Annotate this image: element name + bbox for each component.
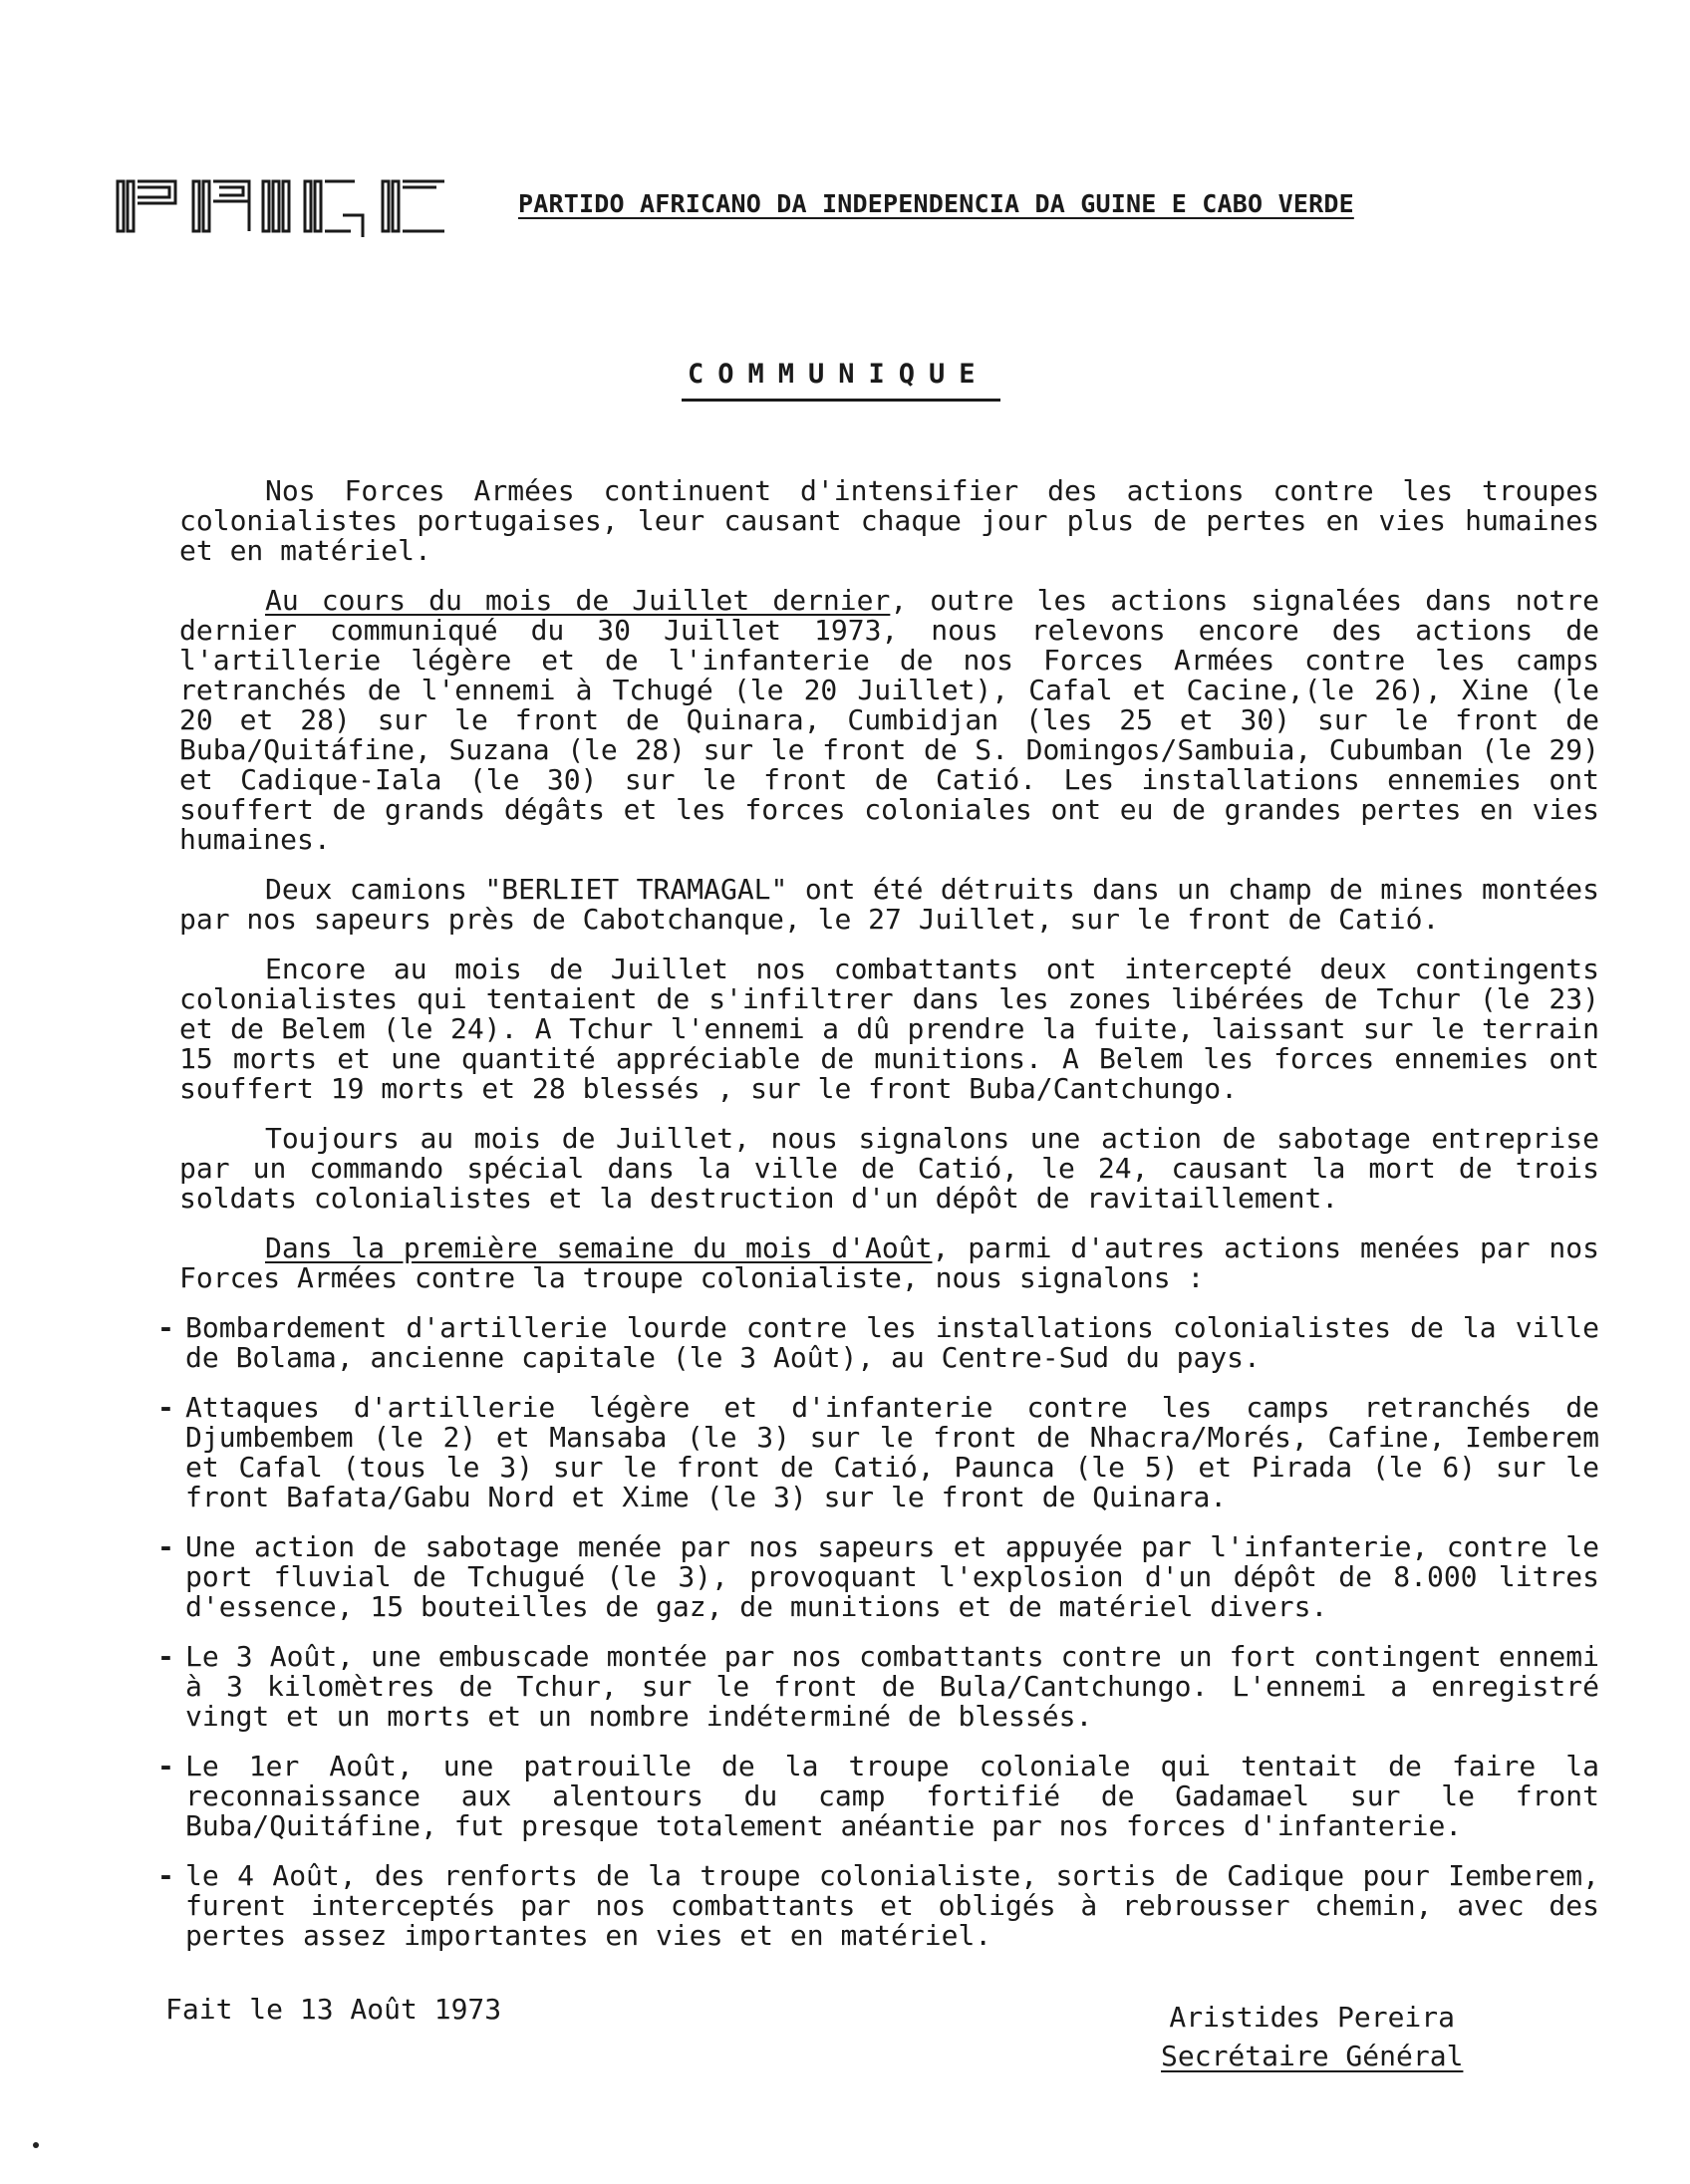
communique-body (157, 474, 1599, 1971)
list-item-text: Bombardement d'artillerie lourde contre les installations colonialistes de la ville de Bolama, ancienne capitale (le 3 Août), au Centre-Sud du pays. (185, 1311, 1599, 1374)
list-item-text: Une action de sabotage menée par nos sapeurs et appuyée par l'infanterie, contre le port fluvial de Tchugué (le 3), provoquant l'explosion d'un dépôt de 8.000 litres d'essence, 15 bouteilles de gaz, de munitions et de matériel divers. (185, 1530, 1599, 1623)
list-item-text: Le 3 Août, une embuscade montée par nos combattants contre un fort contingent ennemi à 3 kilomètres de Tchur, sur le front de Bula/Cantchungo. L'ennemi a enregistré vingt et un morts et un nombre indéterminé de blessés. (185, 1640, 1599, 1733)
list-item-text: le 4 Août, des renforts de la troupe colonialiste, sortis de Cadique pour Iemberem, furent interceptés par nos combattants et obligés à rebrousser chemin, avec des pertes assez importantes en vies et en matériel. (185, 1859, 1599, 1952)
list-dash: - (157, 1750, 174, 1782)
title-underline (682, 399, 1000, 402)
party-name-header: PARTIDO AFRICANO DA INDEPENDENCIA DA GUINE E CABO VERDE (518, 189, 1354, 218)
paragraph-interceptions: Encore au mois de Juillet nos combattants ont intercepté deux contingents colonialistes qui tentaient de s'infiltrer dans les zones libérées de Tchur (le 23) et de Belem (le 24). A Tchur l'ennemi a dû prendre la fuite, laissant sur le terrain 15 morts et une quantité appréciable de munitions. A Belem les forces ennemies ont souffert 19 morts et 28 blessés , sur le front Buba/Cantchungo. (179, 953, 1599, 1105)
list-dash: - (157, 1859, 174, 1892)
list-item (157, 1642, 1599, 1732)
action-list (157, 1313, 1599, 1951)
paragraph-august-lead: Dans la première semaine du mois d'Août (265, 1231, 933, 1264)
list-item-text: Attaques d'artillerie légère et d'infanterie contre les camps retranchés de Djumbembem (le 2) et Mansaba (le 3) sur le front de Nhacra/Morés, Cafine, Iemberem et Cafal (tous le 3) sur le front de Catió, Paunca (le 5) et Pirada (le 6) sur le front Bafata/Gabu Nord et Xime (le 3) sur le front de Quinara. (185, 1391, 1599, 1513)
paragraph-july-lead: Au cours du mois de Juillet dernier (265, 584, 891, 617)
paragraph-july-text: , outre les actions signalées dans notre dernier communiqué du 30 Juillet 1973, nous relevons encore des actions de l'artillerie légère et de l'infanterie de nos Forces Armées contre les camps retranchés de l'ennemi à Tchugé (le 20 Juillet), Cafal et Cacine,(le 26), Xine (le 20 et 28) sur le front de Quinara, Cumbidjan (les 25 et 30) sur le front de Buba/Quitáfine, Suzana (le 28) sur le front de S. Domingos/Sambuia, Cubumban (le 29) et Cadique-Iala (le 30) sur le front de Catió. Les installations ennemies ont souffert de grands dégâts et les forces coloniales ont eu de grandes pertes en vies humaines. (179, 584, 1599, 856)
paragraph-august-intro (179, 1233, 1599, 1293)
list-dash: - (157, 1311, 174, 1344)
list-item (157, 1393, 1599, 1512)
list-item (157, 1752, 1599, 1841)
list-dash: - (157, 1640, 174, 1673)
list-item (157, 1313, 1599, 1373)
document-title: COMMUNIQUE (688, 359, 989, 390)
signatory-role: Secrétaire Général (1161, 2040, 1464, 2072)
list-dash: - (157, 1530, 174, 1563)
list-dash: - (157, 1391, 174, 1424)
paigc-logo (116, 175, 464, 237)
list-item (157, 1861, 1599, 1951)
paragraph-trucks: Deux camions "BERLIET TRAMAGAL" ont été détruits dans un champ de mines montées par nos sapeurs près de Cabotchanque, le 27 Juillet, sur le front de Catió. (179, 873, 1599, 936)
date-line: Fait le 13 Août 1973 (165, 1993, 502, 2026)
paragraph-sabotage: Toujours au mois de Juillet, nous signalons une action de sabotage entreprise par un commando spécial dans la ville de Catió, le 24, causant la mort de trois soldats colonialistes et la destruction d'un dépôt de ravitaillement. (179, 1122, 1599, 1215)
paragraph-intro: Nos Forces Armées continuent d'intensifier des actions contre les troupes colonialistes portugaises, leur causant chaque jour plus de pertes en vies humaines et en matériel. (179, 474, 1599, 567)
signature-block (1161, 2001, 1463, 2072)
signatory-name: Aristides Pereira (1169, 2001, 1455, 2034)
paragraph-july-actions (179, 586, 1599, 855)
scan-speck (33, 2142, 39, 2148)
list-item-text: Le 1er Août, une patrouille de la troupe coloniale qui tentait de faire la reconnaissance aux alentours du camp fortifié de Gadamael sur le front Buba/Quitáfine, fut presque totalement anéantie par nos forces d'infanterie. (185, 1750, 1599, 1842)
paragraph-august-text: , parmi d'autres actions menées par nos Forces Armées contre la troupe colonialiste, nous signalons : (179, 1231, 1599, 1294)
list-item (157, 1532, 1599, 1622)
